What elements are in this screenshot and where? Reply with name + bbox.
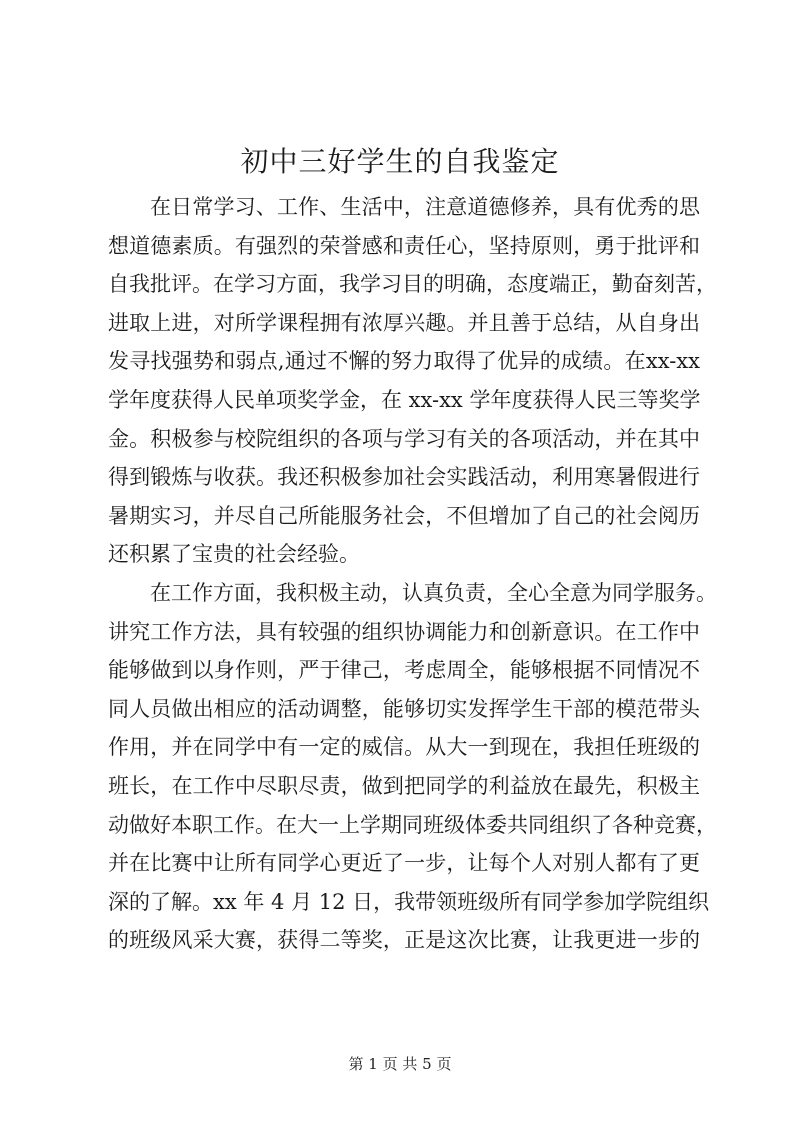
paragraph-line: 想道德素质。有强烈的荣誉感和责任心，坚持原则，勇于批评和 (108, 233, 700, 258)
document-body (108, 188, 717, 960)
paragraph-line: 的班级风采大赛，获得二等奖，正是这次比赛，让我更进一步的 (108, 928, 700, 953)
paragraph-line: 自我批评。在学习方面，我学习目的明确，态度端正，勤奋刻苦， (108, 272, 717, 297)
paragraph-line: 进取上进，对所学课程拥有浓厚兴趣。并且善于总结，从自身出 (108, 310, 700, 335)
page-footer: 第 1 页 共 5 页 (348, 1055, 452, 1073)
paragraph-line: 讲究工作方法，具有较强的组织协调能力和创新意识。在工作中 (108, 619, 700, 644)
paragraph-line: 同人员做出相应的活动调整，能够切实发挥学生干部的模范带头 (108, 696, 700, 721)
paragraph-line: 并在比赛中让所有同学心更近了一步，让每个人对别人都有了更 (108, 851, 700, 876)
paragraph-line: 在日常学习、工作、生活中，注意道德修养，具有优秀的思 (150, 195, 700, 219)
paragraph-line: 金。积极参与校院组织的各项与学习有关的各项活动，并在其中 (108, 426, 700, 451)
paragraph-line: 能够做到以身作则，严于律己，考虑周全，能够根据不同情况不 (108, 658, 700, 683)
paragraph-line: 还积累了宝贵的社会经验。 (108, 542, 360, 567)
document-title: 初中三好学生的自我鉴定 (240, 145, 560, 178)
paragraph-line: 在工作方面，我积极主动，认真负责，全心全意为同学服务。 (150, 580, 717, 605)
paragraph-line: 作用，并在同学中有一定的威信。从大一到现在，我担任班级的 (108, 735, 700, 760)
paragraph-line: 学年度获得人民单项奖学金，在 xx-xx 学年度获得人民三等奖学 (108, 387, 701, 412)
paragraph-line: 暑期实习，并尽自己所能服务社会，不但增加了自己的社会阅历 (108, 503, 700, 528)
paragraph-line: 动做好本职工作。在大一上学期同班级体委共同组织了各种竞赛， (108, 812, 717, 837)
paragraph-line: 班长，在工作中尽职尽责，做到把同学的利益放在最先，积极主 (108, 773, 700, 798)
paragraph-line: 得到锻炼与收获。我还积极参加社会实践活动，利用寒暑假进行 (108, 465, 700, 490)
paragraph-line: 发寻找强势和弱点,通过不懈的努力取得了优异的成绩。在xx-xx (108, 349, 700, 374)
paragraph-line: 深的了解。xx 年 4 月 12 日，我带领班级所有同学参加学院组织 (108, 889, 710, 914)
